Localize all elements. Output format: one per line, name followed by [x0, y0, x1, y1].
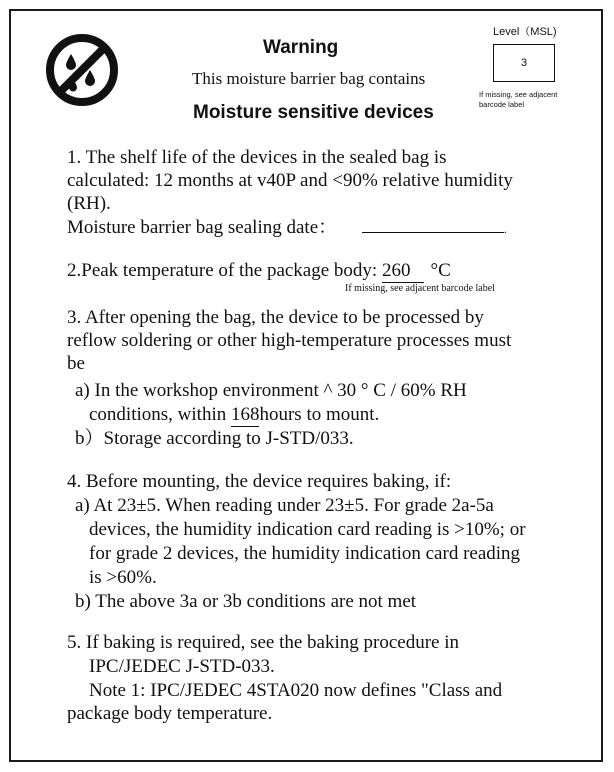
item4-line1: 4. Before mounting, the device requires baking, if: — [67, 471, 452, 492]
item3-b-line: b）Storage according to J-STD/033. — [75, 428, 354, 449]
item2-label: 2.Peak temperature of the package body: — [67, 260, 382, 281]
item4-a-line1: a) At 23±5. When reading under 23±5. For grade 2a-5a — [75, 495, 494, 516]
sealing-date-blank — [362, 217, 504, 233]
subtitle: This moisture barrier bag contains — [192, 69, 426, 88]
msl-note-line: If missing, see adjacent — [479, 90, 558, 99]
item3-a-line1: a) In the workshop environment ^ 30 ° C / 60% RH — [75, 380, 467, 401]
msl-level-box — [493, 44, 555, 82]
item5-line2: IPC/JEDEC J-STD-033. — [89, 656, 275, 677]
item4-a-line2: devices, the humidity indication card reading is >10%; or — [89, 519, 526, 540]
item5-note-line1: Note 1: IPC/JEDEC 4STA020 now defines "Class and — [89, 680, 503, 701]
msl-note-line: barcode label — [479, 100, 525, 109]
item2-line — [67, 260, 451, 283]
peak-temperature-value: 260 — [382, 260, 425, 283]
item1-line2: calculated: 12 months at v40P and <90% relative humidity — [67, 170, 513, 191]
item3-line2: reflow soldering or other high-temperature processes must — [67, 330, 512, 351]
item1-line3: (RH). — [67, 193, 111, 214]
heading: Moisture sensitive devices — [193, 102, 434, 123]
item5-note-line2: package body temperature. — [67, 703, 273, 724]
item4-b-line: b) The above 3a or 3b conditions are not met — [75, 591, 417, 612]
item3-a-line2 — [89, 404, 379, 427]
item3-line3: be — [67, 353, 85, 374]
item3-line1: 3. After opening the bag, the device to be processed by — [67, 307, 484, 328]
item4-a-line3: for grade 2 devices, the humidity indication card reading — [89, 543, 521, 564]
item2-note: If missing, see adjacent barcode label — [345, 283, 495, 294]
item3-a-pre: conditions, within — [89, 404, 231, 425]
peak-temperature-unit: °C — [430, 260, 451, 281]
mount-hours-value: 168 — [230, 404, 260, 425]
msl-level-value: 3 — [520, 57, 528, 69]
no-moisture-icon — [44, 32, 120, 108]
warning-title: Warning — [263, 37, 339, 58]
item4-a-line4: is >60%. — [89, 567, 157, 588]
item5-line1: 5. If baking is required, see the baking procedure in — [67, 632, 460, 653]
sealing-date-row — [67, 217, 507, 240]
msl-level-label: Level（MSL) — [493, 26, 557, 38]
item1-line1: 1. The shelf life of the devices in the sealed bag is — [67, 147, 447, 168]
msl-note — [479, 90, 557, 110]
sealing-date-blank-end: . — [503, 222, 507, 236]
item3-a-post: hours to mount. — [259, 404, 380, 425]
sealing-date-label: Moisture barrier bag sealing date： — [67, 217, 338, 238]
